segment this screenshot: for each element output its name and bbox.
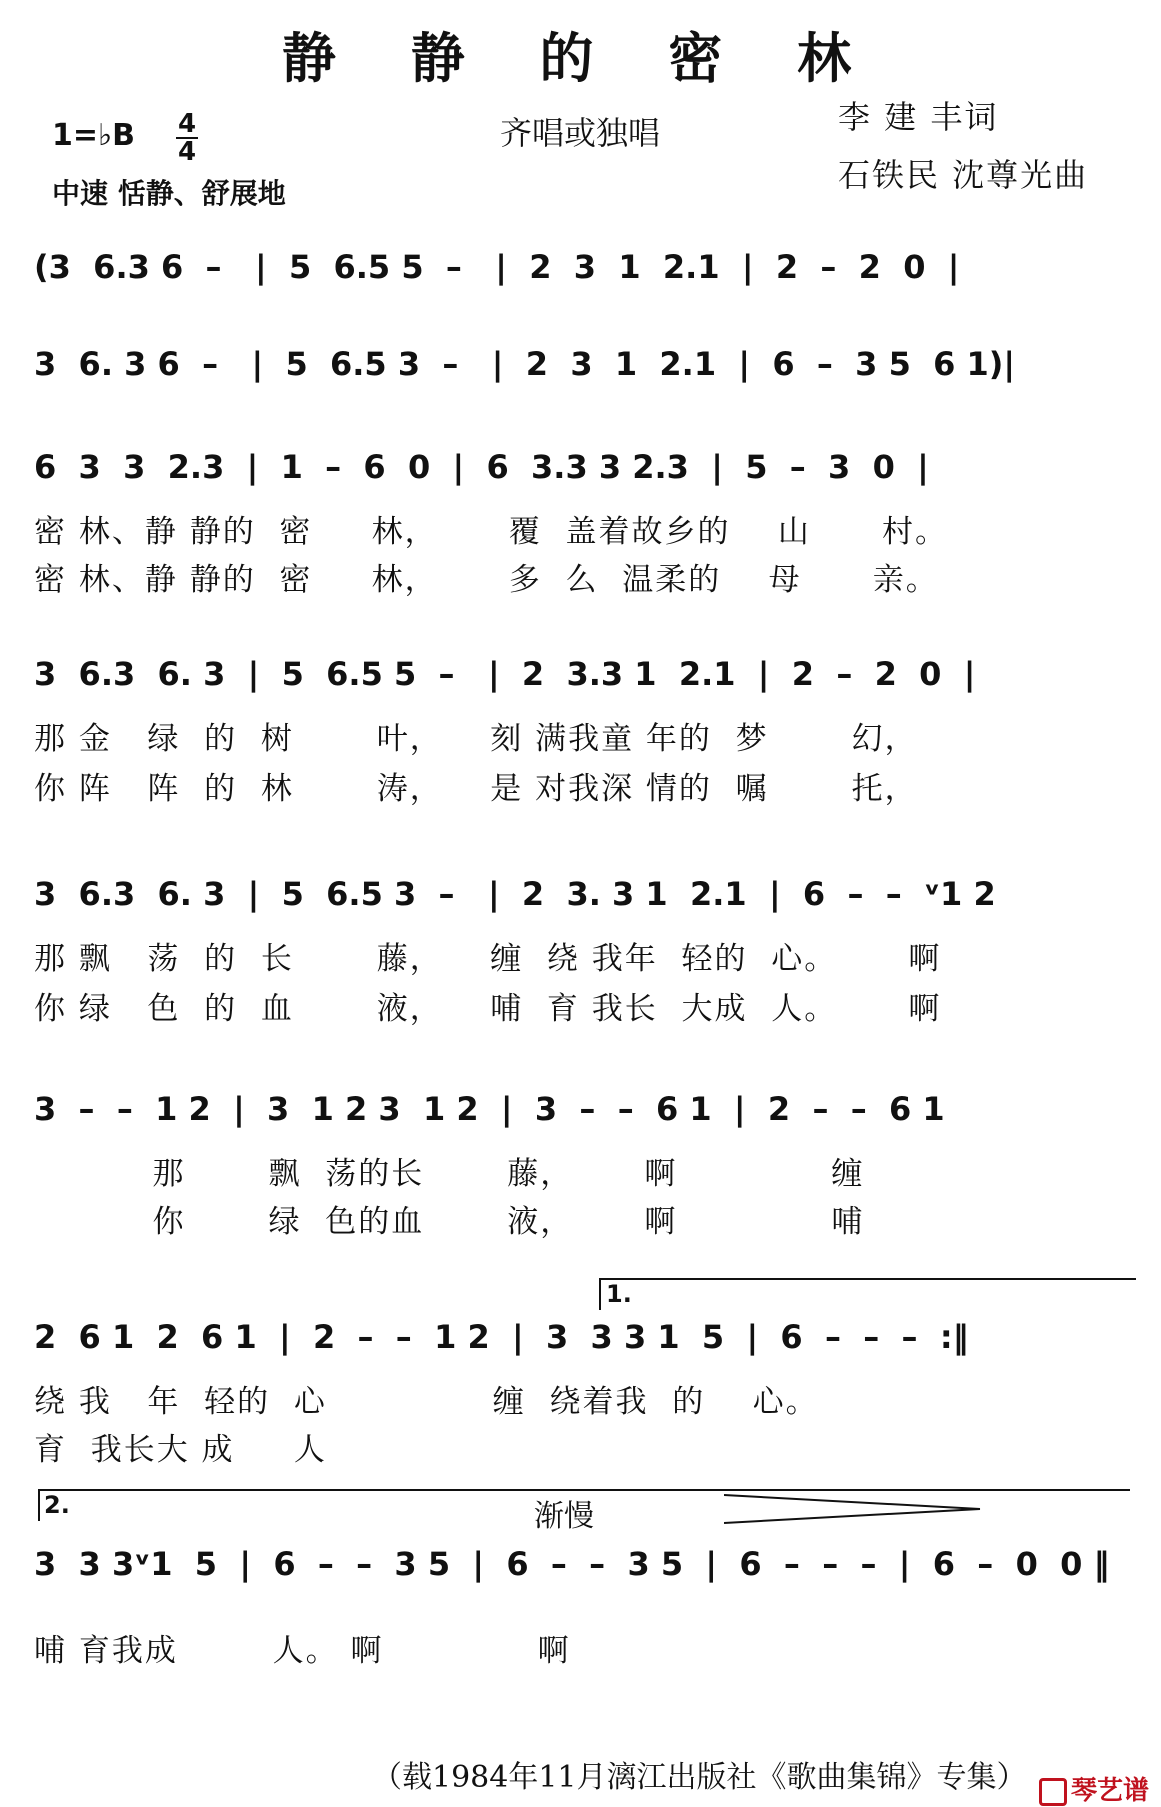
notation-line: (3 6.3 6 – | 5 6.5 5 – | 2 3 1 2.1 | 2 – 2 0 | <box>34 248 960 286</box>
time-signature <box>176 109 198 167</box>
lyric-verse-1: 那 飘 荡 的 长 藤， 缠 绕 我年 轻的 心。 啊 <box>34 941 942 977</box>
lyric-verse-2: 密 林、静 静的 密 林， 多 么 温柔的 母 亲。 <box>34 562 939 598</box>
watermark-text: 琴艺谱 <box>1070 1776 1149 1806</box>
lyric-verse-1: 密 林、静 静的 密 林， 覆 盖着故乡的 山 村。 <box>34 514 949 550</box>
lyric-verse-2: 你 阵 阵 的 林 涛， 是 对我深 情的 嘱 托， <box>34 771 918 807</box>
source-note: （载1984年11月漓江出版社《歌曲集锦》专集） <box>372 1760 1027 1795</box>
time-signature-bottom: 4 <box>177 137 197 167</box>
volta-label-2: 2. <box>44 1491 70 1519</box>
lyric-verse-1: 那 飘 荡的长 藤， 啊 缠 <box>34 1156 865 1192</box>
song-title: 静 静 的 密 林 <box>281 26 880 90</box>
volta-bracket-1 <box>599 1278 1136 1310</box>
notation-line: 3 3 3ᵛ1 5 | 6 – – 3 5 | 6 – – 3 5 | 6 – – – | 6 – 0 0 ‖ <box>34 1545 1110 1583</box>
volta-label-1: 1. <box>606 1280 632 1308</box>
lyric-verse-1: 那 金 绿 的 树 叶， 刻 满我童 年的 梦 幻， <box>34 721 918 757</box>
performance-note: 齐唱或独唱 <box>500 114 661 152</box>
notation-line: 6 3 3 2.3 | 1 – 6 0 | 6 3.3 3 2.3 | 5 – 3 0 | <box>34 448 929 486</box>
lyric-verse-1: 绕 我 年 轻的 心 缠 绕着我 的 心。 <box>34 1384 819 1420</box>
lyricist-credit: 李 建 丰词 <box>838 98 999 136</box>
notation-line: 3 6.3 6. 3 | 5 6.5 5 – | 2 3.3 1 2.1 | 2 – 2 0 | <box>34 655 976 693</box>
notation-line: 3 6.3 6. 3 | 5 6.5 3 – | 2 3. 3 1 2.1 | 6 – – ᵛ1 2 <box>34 875 996 913</box>
composer-credit: 石铁民 沈尊光曲 <box>838 156 1089 194</box>
key-signature: 1=♭B <box>52 118 136 153</box>
lyric-verse-2: 你 绿 色 的 血 液， 哺 育 我长 大成 人。 啊 <box>34 991 942 1027</box>
lyric-verse-2: 你 绿 色的血 液， 啊 哺 <box>34 1204 865 1240</box>
tempo-marking: 中速 恬静、舒展地 <box>52 177 286 210</box>
notation-line: 2 6 1 2 6 1 | 2 – – 1 2 | 3 3 3 1 5 | 6 – – – :‖ <box>34 1318 969 1356</box>
ritardando-marking: 渐慢 <box>534 1499 594 1534</box>
notation-line: 3 6. 3 6 – | 5 6.5 3 – | 2 3 1 2.1 | 6 – 3 5 6 1)| <box>34 345 1016 383</box>
notation-line: 3 – – 1 2 | 3 1 2 3 1 2 | 3 – – 6 1 | 2 – – 6 1 <box>34 1090 945 1128</box>
watermark-logo <box>1039 1770 1149 1807</box>
time-signature-top: 4 <box>177 109 197 139</box>
decrescendo-hairpin <box>724 1491 984 1527</box>
watermark-icon <box>1039 1778 1067 1806</box>
lyric-verse-1: 哺 育我成 人。 啊 啊 <box>34 1633 571 1669</box>
lyric-verse-2: 育 我长大 成 人 <box>34 1432 327 1468</box>
